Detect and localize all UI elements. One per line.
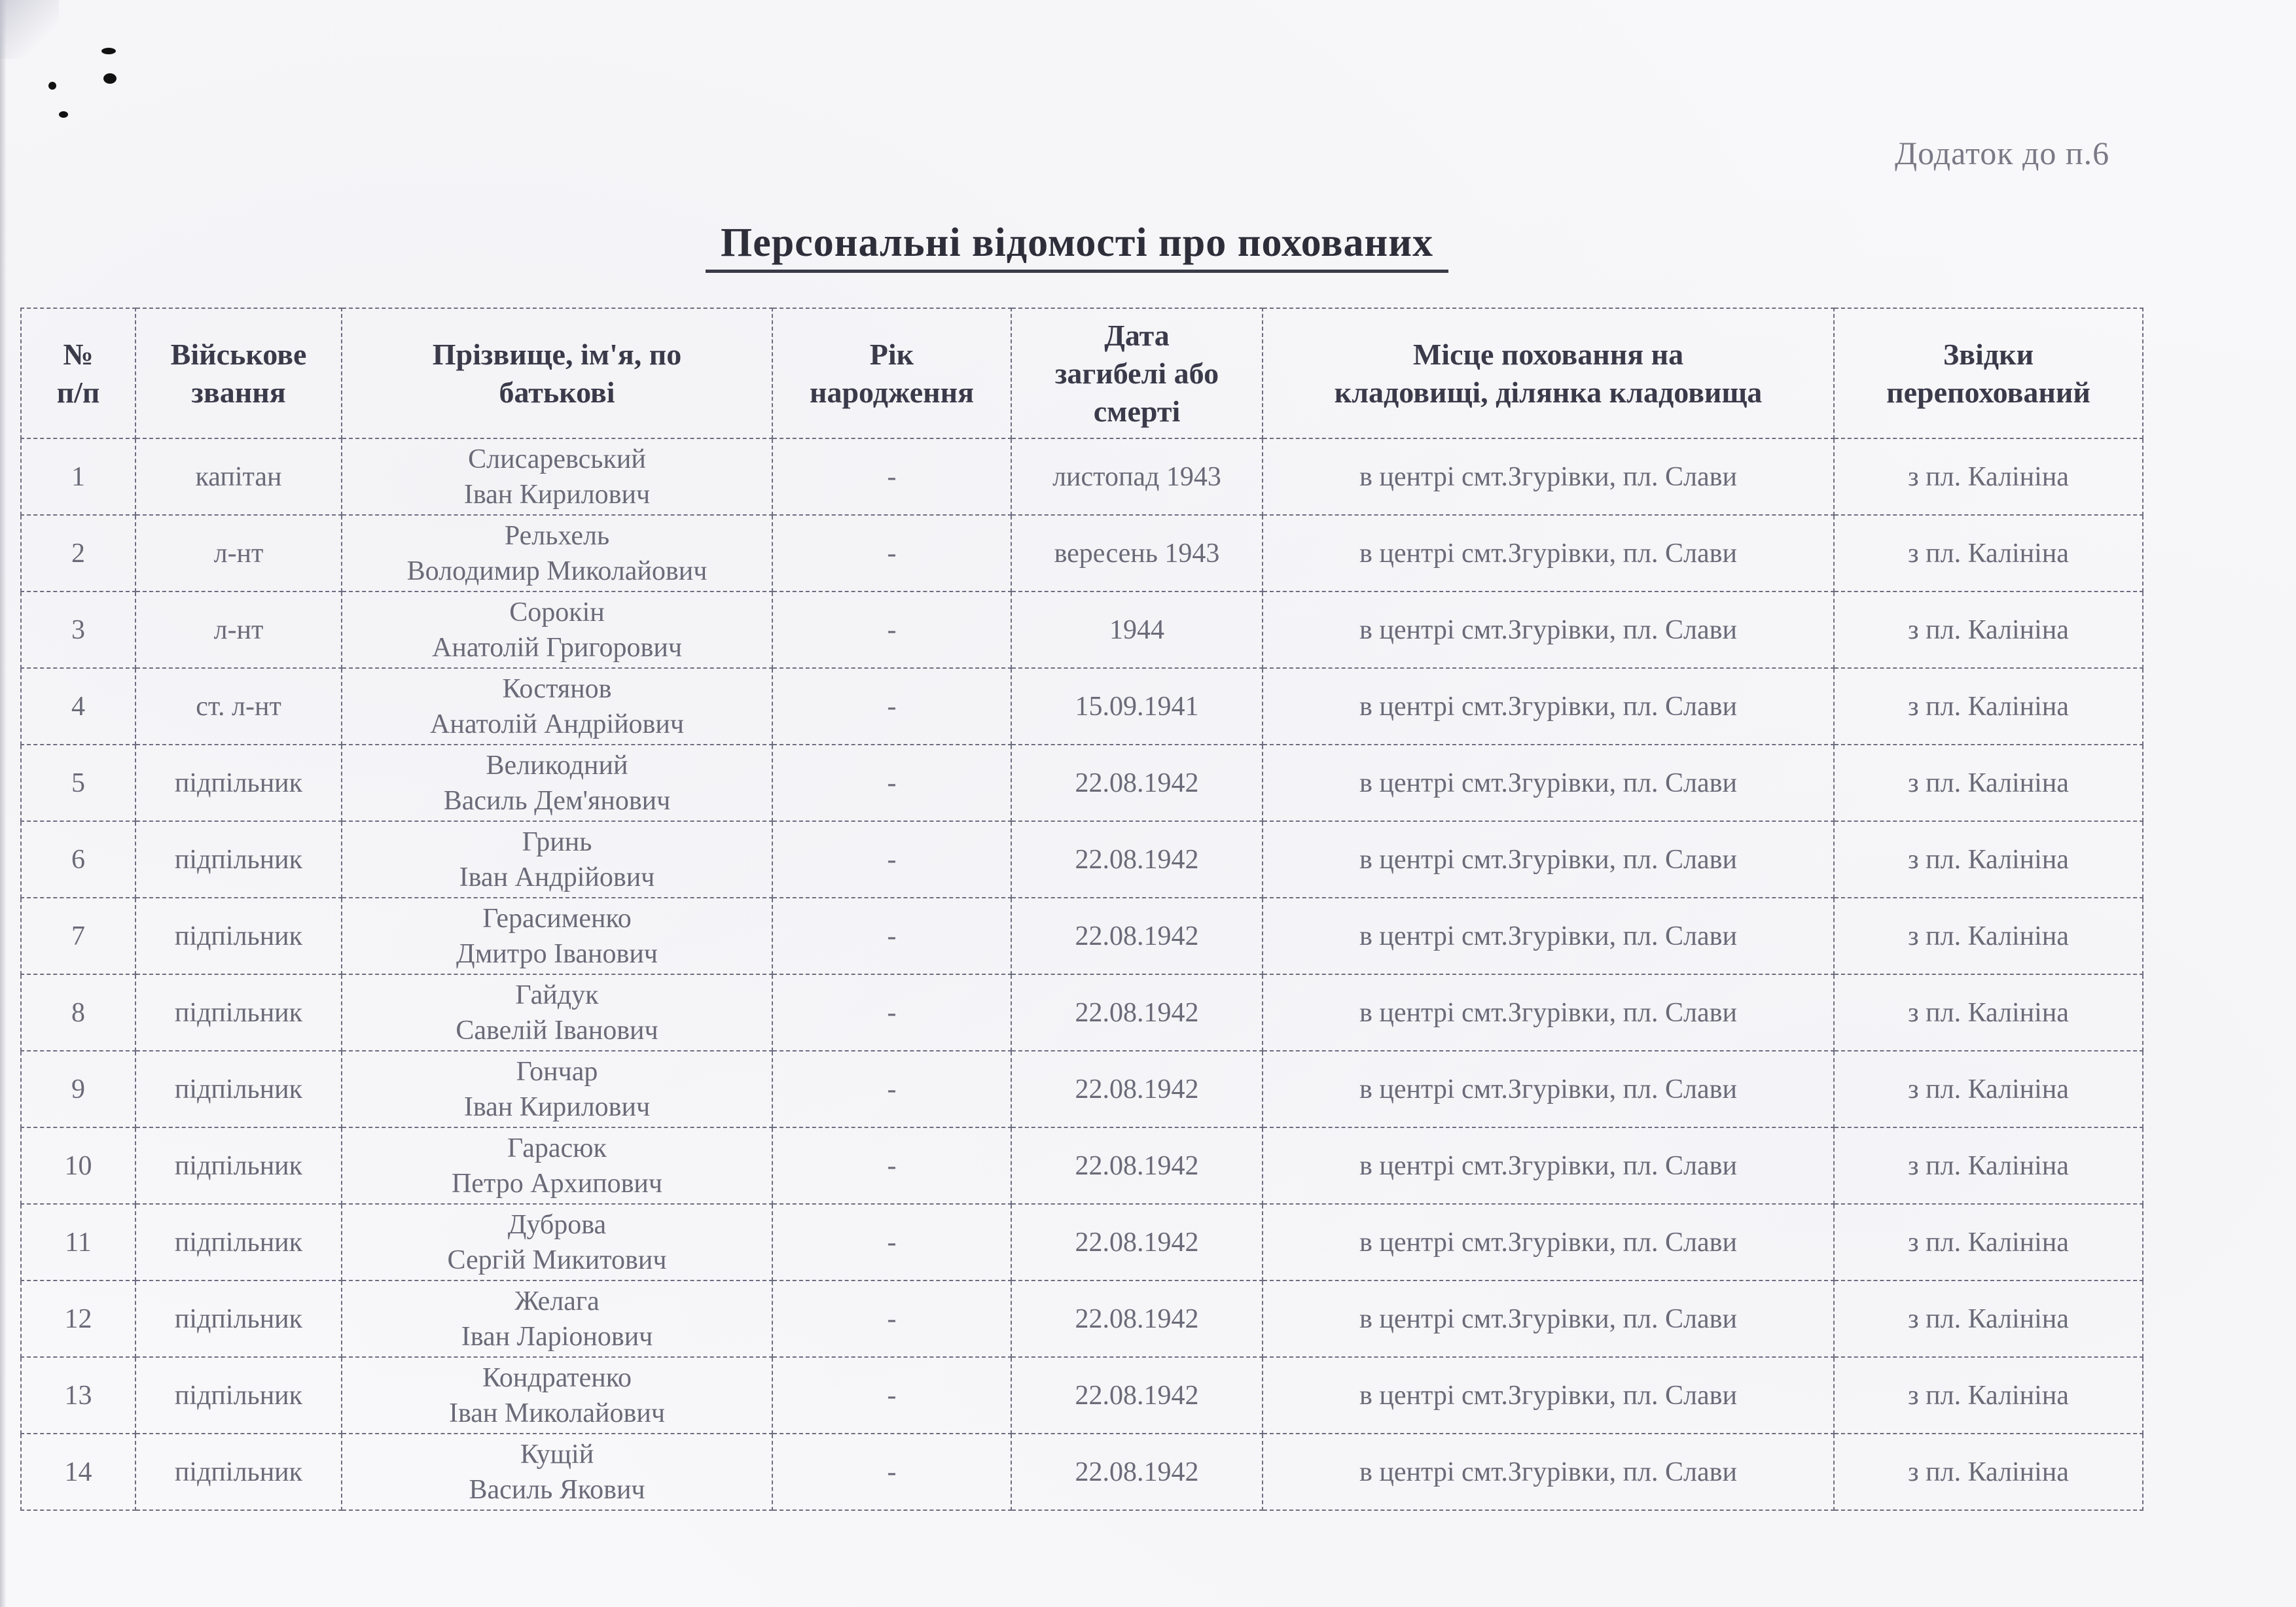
military-rank: ст. л-нт (135, 668, 342, 745)
birth-year: - (772, 515, 1011, 592)
row-number: 2 (21, 515, 135, 592)
full-name (342, 668, 772, 745)
row-number: 12 (21, 1280, 135, 1357)
given-and-patronymic: Савелій Іванович (456, 1015, 658, 1046)
surname: Гончар (516, 1056, 598, 1087)
row-number: 4 (21, 668, 135, 745)
table-row (21, 1051, 2143, 1127)
full-name (342, 974, 772, 1051)
burial-place: в центрі смт.Згурівки, пл. Слави (1263, 1357, 1834, 1434)
birth-year: - (772, 1127, 1011, 1204)
burial-place: в центрі смт.Згурівки, пл. Слави (1263, 1127, 1834, 1204)
header-number: № п/п (21, 308, 135, 438)
appendix-note: Додаток до п.6 (1895, 135, 2110, 171)
death-date: 15.09.1941 (1011, 668, 1263, 745)
given-and-patronymic: Володимир Миколайович (406, 556, 708, 586)
full-name (342, 1204, 772, 1280)
reburied-from: з пл. Калініна (1834, 745, 2143, 821)
birth-year: - (772, 974, 1011, 1051)
full-name (342, 898, 772, 974)
given-and-patronymic: Іван Кирилович (463, 1091, 651, 1122)
row-number: 9 (21, 1051, 135, 1127)
reburied-from: з пл. Калініна (1834, 1280, 2143, 1357)
death-date: 22.08.1942 (1011, 1127, 1263, 1204)
given-and-patronymic: Дмитро Іванович (456, 938, 658, 969)
military-rank: підпільник (135, 1280, 342, 1357)
header-death-date: Дата загибелі або смерті (1011, 308, 1263, 438)
given-and-patronymic: Сергій Микитович (447, 1245, 667, 1275)
death-date: 22.08.1942 (1011, 1204, 1263, 1280)
burial-place: в центрі смт.Згурівки, пл. Слави (1263, 1280, 1834, 1357)
row-number: 14 (21, 1434, 135, 1510)
row-number: 8 (21, 974, 135, 1051)
surname: Кущій (520, 1439, 594, 1470)
reburied-from: з пл. Калініна (1834, 1051, 2143, 1127)
surname: Сорокін (509, 597, 605, 627)
header-reburied-from: Звідки перепохований (1834, 308, 2143, 438)
reburied-from: з пл. Калініна (1834, 1357, 2143, 1434)
burial-place: в центрі смт.Згурівки, пл. Слави (1263, 974, 1834, 1051)
staple-mark (101, 48, 116, 54)
table-row (21, 592, 2143, 668)
table-row (21, 898, 2143, 974)
scan-edge-shadow (0, 0, 7, 1607)
birth-year: - (772, 1434, 1011, 1510)
given-and-patronymic: Іван Кирилович (463, 479, 651, 510)
burial-place: в центрі смт.Згурівки, пл. Слави (1263, 1204, 1834, 1280)
burial-place: в центрі смт.Згурівки, пл. Слави (1263, 515, 1834, 592)
birth-year: - (772, 821, 1011, 898)
death-date: 22.08.1942 (1011, 1357, 1263, 1434)
surname: Желага (514, 1286, 600, 1316)
surname: Костянов (502, 673, 612, 704)
military-rank: підпільник (135, 821, 342, 898)
burial-place: в центрі смт.Згурівки, пл. Слави (1263, 821, 1834, 898)
surname: Герасименко (482, 903, 632, 934)
birth-year: - (772, 438, 1011, 515)
burial-place: в центрі смт.Згурівки, пл. Слави (1263, 1434, 1834, 1510)
given-and-patronymic: Василь Якович (469, 1474, 645, 1505)
table-row (21, 668, 2143, 745)
reburied-from: з пл. Калініна (1834, 898, 2143, 974)
burial-place: в центрі смт.Згурівки, пл. Слави (1263, 668, 1834, 745)
surname: Гарасюк (507, 1133, 607, 1163)
row-number: 7 (21, 898, 135, 974)
full-name (342, 1434, 772, 1510)
table-header-row (21, 308, 2143, 438)
full-name (342, 821, 772, 898)
burial-place: в центрі смт.Згурівки, пл. Слави (1263, 898, 1834, 974)
surname: Кондратенко (482, 1362, 632, 1393)
death-date: 22.08.1942 (1011, 1280, 1263, 1357)
birth-year: - (772, 1051, 1011, 1127)
table-row (21, 974, 2143, 1051)
row-number: 10 (21, 1127, 135, 1204)
full-name (342, 592, 772, 668)
military-rank: підпільник (135, 1204, 342, 1280)
reburied-from: з пл. Калініна (1834, 438, 2143, 515)
row-number: 5 (21, 745, 135, 821)
given-and-patronymic: Іван Андрійович (459, 862, 655, 892)
table-row (21, 1204, 2143, 1280)
table-row (21, 515, 2143, 592)
row-number: 1 (21, 438, 135, 515)
reburied-from: з пл. Калініна (1834, 592, 2143, 668)
surname: Гайдук (515, 980, 599, 1010)
table-row (21, 438, 2143, 515)
staple-mark (48, 82, 56, 90)
table-row (21, 1434, 2143, 1510)
surname: Гринь (522, 826, 592, 857)
row-number: 13 (21, 1357, 135, 1434)
full-name (342, 1357, 772, 1434)
header-full-name: Прізвище, ім'я, по батькові (342, 308, 772, 438)
table-row (21, 745, 2143, 821)
given-and-patronymic: Петро Архипович (451, 1168, 663, 1199)
full-name (342, 745, 772, 821)
row-number: 11 (21, 1204, 135, 1280)
death-date: 22.08.1942 (1011, 821, 1263, 898)
birth-year: - (772, 1357, 1011, 1434)
death-date: 22.08.1942 (1011, 1434, 1263, 1510)
row-number: 3 (21, 592, 135, 668)
header-birth-year: Рік народження (772, 308, 1011, 438)
table-row (21, 1280, 2143, 1357)
staple-mark (59, 111, 68, 118)
reburied-from: з пл. Калініна (1834, 974, 2143, 1051)
death-date: вересень 1943 (1011, 515, 1263, 592)
military-rank: капітан (135, 438, 342, 515)
military-rank: підпільник (135, 1051, 342, 1127)
full-name (342, 1127, 772, 1204)
header-rank: Військове звання (135, 308, 342, 438)
reburied-from: з пл. Калініна (1834, 668, 2143, 745)
military-rank: л-нт (135, 592, 342, 668)
reburied-from: з пл. Калініна (1834, 1204, 2143, 1280)
staple-mark (103, 73, 117, 84)
table-row (21, 1357, 2143, 1434)
death-date: 1944 (1011, 592, 1263, 668)
reburied-from: з пл. Калініна (1834, 1127, 2143, 1204)
surname: Великодний (486, 750, 628, 781)
surname: Дуброва (507, 1209, 607, 1240)
military-rank: підпільник (135, 1127, 342, 1204)
death-date: 22.08.1942 (1011, 898, 1263, 974)
death-date: 22.08.1942 (1011, 1051, 1263, 1127)
given-and-patronymic: Іван Ларіонович (461, 1321, 653, 1352)
reburied-from: з пл. Калініна (1834, 821, 2143, 898)
military-rank: підпільник (135, 898, 342, 974)
full-name (342, 515, 772, 592)
military-rank: л-нт (135, 515, 342, 592)
document-title: Персональні відомості про похованих (706, 217, 1448, 273)
row-number: 6 (21, 821, 135, 898)
military-rank: підпільник (135, 1357, 342, 1434)
burial-place: в центрі смт.Згурівки, пл. Слави (1263, 1051, 1834, 1127)
scan-corner-shadow (0, 0, 59, 59)
given-and-patronymic: Анатолій Григорович (432, 632, 682, 663)
birth-year: - (772, 745, 1011, 821)
burial-place: в центрі смт.Згурівки, пл. Слави (1263, 592, 1834, 668)
burials-table (20, 308, 2144, 1511)
given-and-patronymic: Анатолій Андрійович (430, 709, 684, 739)
birth-year: - (772, 1204, 1011, 1280)
birth-year: - (772, 592, 1011, 668)
header-burial-place: Місце поховання на кладовищі, ділянка кладовища (1263, 308, 1834, 438)
table-row (21, 821, 2143, 898)
reburied-from: з пл. Калініна (1834, 515, 2143, 592)
full-name (342, 1051, 772, 1127)
death-date: 22.08.1942 (1011, 745, 1263, 821)
military-rank: підпільник (135, 974, 342, 1051)
table-row (21, 1127, 2143, 1204)
birth-year: - (772, 898, 1011, 974)
surname: Слисаревський (468, 444, 646, 474)
burial-place: в центрі смт.Згурівки, пл. Слави (1263, 438, 1834, 515)
reburied-from: з пл. Калініна (1834, 1434, 2143, 1510)
given-and-patronymic: Іван Миколайович (449, 1398, 665, 1428)
death-date: 22.08.1942 (1011, 974, 1263, 1051)
birth-year: - (772, 1280, 1011, 1357)
birth-year: - (772, 668, 1011, 745)
given-and-patronymic: Василь Дем'янович (443, 785, 671, 816)
surname: Рельхель (504, 520, 610, 551)
military-rank: підпільник (135, 745, 342, 821)
full-name (342, 1280, 772, 1357)
burial-place: в центрі смт.Згурівки, пл. Слави (1263, 745, 1834, 821)
full-name (342, 438, 772, 515)
military-rank: підпільник (135, 1434, 342, 1510)
death-date: листопад 1943 (1011, 438, 1263, 515)
